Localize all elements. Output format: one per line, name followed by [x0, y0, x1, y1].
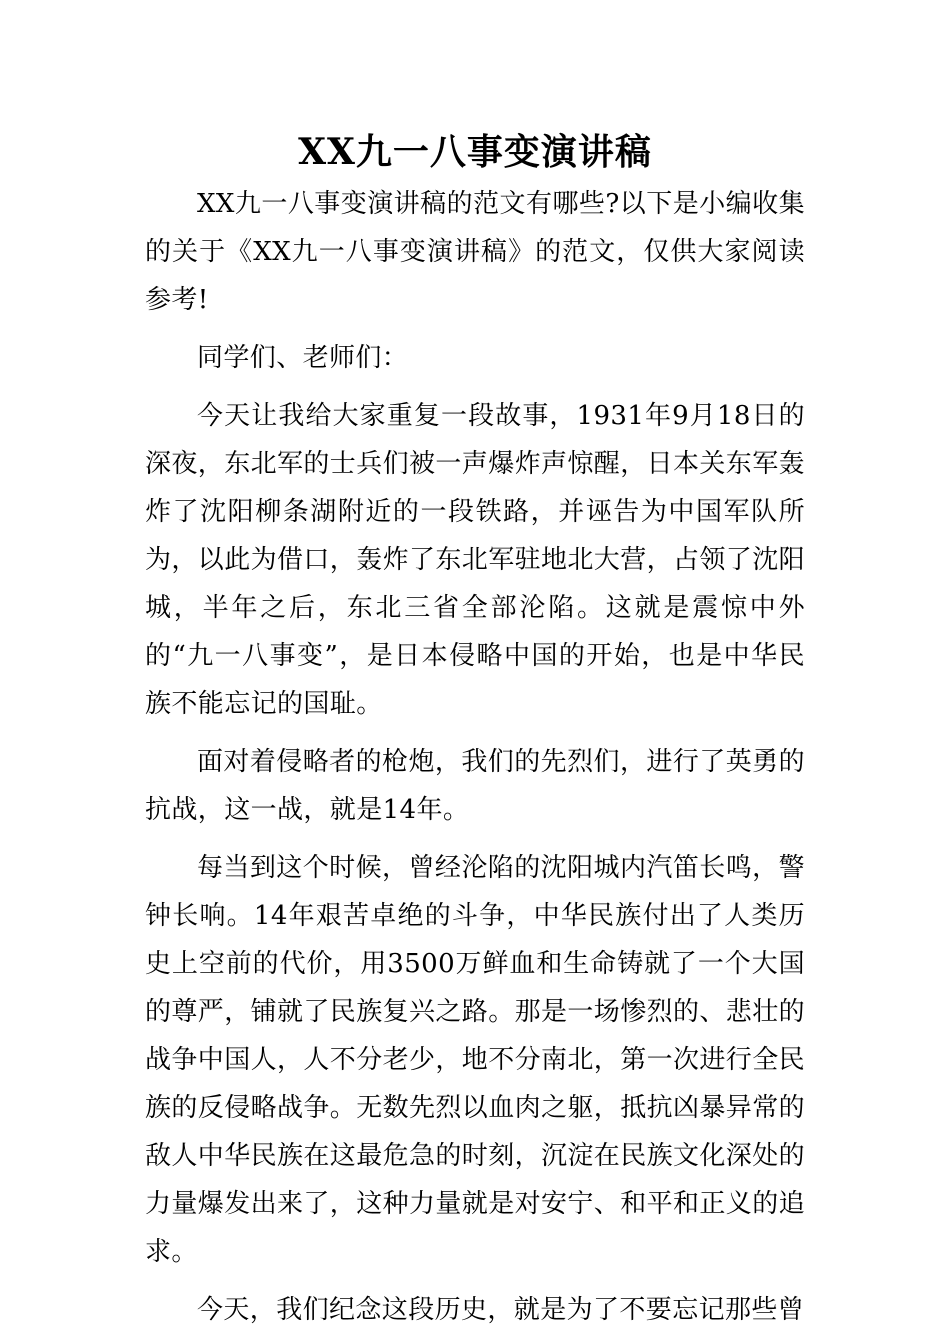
paragraph-resistance: 面对着侵略者的枪炮，我们的先烈们，进行了英勇的抗战，这一战，就是14年。	[145, 747, 805, 825]
document-body	[145, 180, 805, 1344]
paragraph-greeting: 同学们、老师们：	[197, 343, 409, 373]
document-title: XX九一八事变演讲稿	[298, 131, 652, 173]
paragraph-remembrance: 每当到这个时候，曾经沦陷的沈阳城内汽笛长鸣，警钟长响。14年艰苦卓绝的斗争，中华民族付出了人类历史上空前的代价，用3500万鲜血和生命铸就了一个大国的尊严，铺就了民族复兴之路。那是一场惨烈的、悲壮的战争中国人，人不分老少，地不分南北，第一次进行全民族的反侵略战争。无数先烈以血肉之躯，抵抗凶暴异常的敌人中华民族在这最危急的时刻，沉淀在民族文化深处的力量爆发出来了，这种力量就是对安宁、和平和正义的追求。	[145, 853, 806, 1267]
paragraph-today: 今天，我们纪念这段历史，就是为了不要忘记那些曾	[197, 1295, 805, 1325]
paragraph-story: 今天让我给大家重复一段故事，1931年9月18日的深夜，东北军的士兵们被一声爆炸声惊醒，日本关东军轰炸了沈阳柳条湖附近的一段铁路，并诬告为中国军队所为，以此为借口，轰炸了东北军驻地北大营，占领了沈阳城，半年之后，东北三省全部沦陷。这就是震惊中外的“九一八事变”，是日本侵略中国的开始，也是中华民族不能忘记的国耻。	[145, 401, 806, 719]
paragraph-intro: XX九一八事变演讲稿的范文有哪些?以下是小编收集的关于《XX九一八事变演讲稿》的范文，仅供大家阅读参考!	[145, 189, 805, 315]
